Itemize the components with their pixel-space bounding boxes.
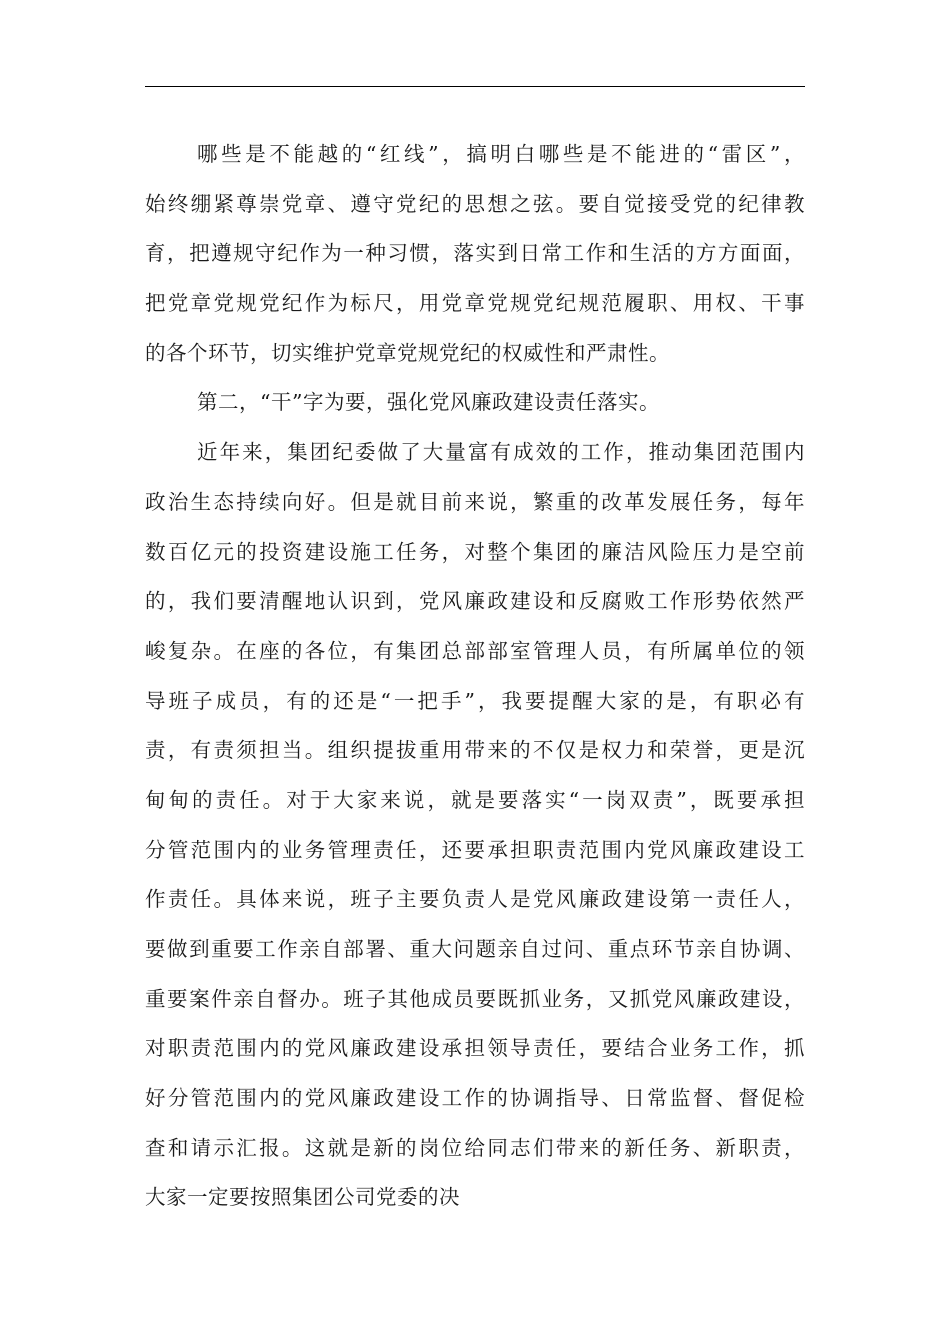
paragraph-line: 好分管范围内的党风廉政建设工作的协调指导、日常监督、督促检 <box>145 1086 805 1111</box>
paragraph-line: 查和请示汇报。这就是新的岗位给同志们带来的新任务、新职责， <box>145 1135 805 1160</box>
paragraph-line: 分管范围内的业务管理责任，还要承担职责范围内党风廉政建设工 <box>145 837 805 862</box>
paragraph-line: 的，我们要清醒地认识到，党风廉政建设和反腐败工作形势依然严 <box>145 589 805 614</box>
paragraph-line: 作责任。具体来说，班子主要负责人是党风廉政建设第一责任人， <box>145 887 805 912</box>
body-text <box>145 130 805 1223</box>
paragraph-line: 育，把遵规守纪作为一种习惯，落实到日常工作和生活的方方面面， <box>145 241 805 266</box>
paragraph-line: 要做到重要工作亲自部署、重大问题亲自过问、重点环节亲自协调、 <box>145 937 805 961</box>
section-heading: 第二，“干”字为要，强化党风廉政建设责任落实。 <box>197 390 660 415</box>
paragraph-line: 责，有责须担当。组织提拔重用带来的不仅是权力和荣誉，更是沉 <box>145 738 805 763</box>
paragraph-line: 哪些是不能越的“红线”，搞明白哪些是不能进的“雷区”， <box>197 142 805 166</box>
paragraph-line: 数百亿元的投资建设施工任务，对整个集团的廉洁风险压力是空前 <box>145 539 805 564</box>
paragraph-line: 甸甸的责任。对于大家来说，就是要落实“一岗双责”，既要承担 <box>145 787 805 812</box>
paragraph-line: 峻复杂。在座的各位，有集团总部部室管理人员，有所属单位的领 <box>145 638 805 663</box>
paragraph-line: 把党章党规党纪作为标尺，用党章党规党纪规范履职、用权、干事 <box>145 291 805 316</box>
paragraph-line: 对职责范围内的党风廉政建设承担领导责任，要结合业务工作，抓 <box>145 1036 805 1061</box>
paragraph-line: 导班子成员，有的还是“一把手”，我要提醒大家的是，有职必有 <box>145 688 805 713</box>
paragraph-line: 政治生态持续向好。但是就目前来说，繁重的改革发展任务，每年 <box>145 489 805 514</box>
paragraph-line: 大家一定要按照集团公司党委的决 <box>145 1185 460 1210</box>
paragraph-line: 的各个环节，切实维护党章党规党纪的权威性和严肃性。 <box>145 340 670 365</box>
paragraph-line: 重要案件亲自督办。班子其他成员要既抓业务，又抓党风廉政建设， <box>145 986 805 1011</box>
paragraph-line: 近年来，集团纪委做了大量富有成效的工作，推动集团范围内 <box>197 440 805 465</box>
header-rule <box>145 86 805 87</box>
paragraph-line: 始终绷紧尊崇党章、遵守党纪的思想之弦。要自觉接受党的纪律教 <box>145 191 805 216</box>
